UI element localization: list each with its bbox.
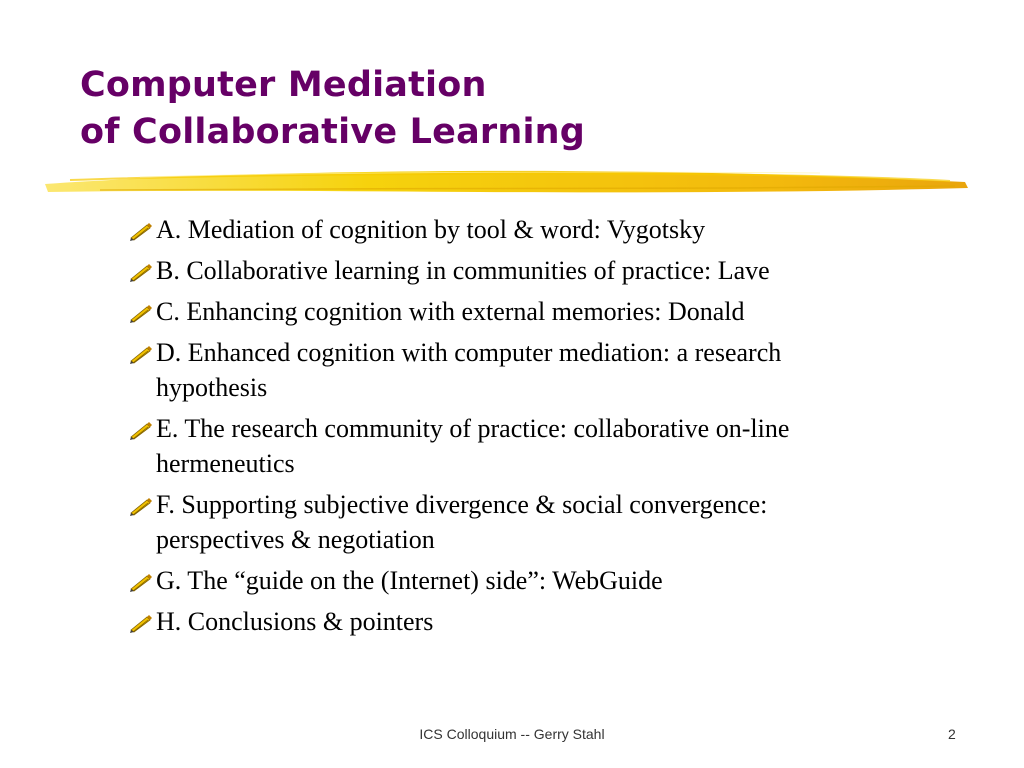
list-item (128, 212, 888, 247)
pencil-icon (128, 261, 154, 283)
bullet-text: E. The research community of practice: collaborative on-line hermeneutics (156, 414, 790, 478)
pencil-icon (128, 495, 154, 517)
pencil-icon (128, 612, 154, 634)
pencil-icon (128, 220, 154, 242)
list-item (128, 563, 888, 598)
bullet-text: C. Enhancing cognition with external memories: Donald (156, 297, 745, 326)
slide-title-line-2: of Collaborative Learning (80, 112, 586, 152)
pencil-icon (128, 571, 154, 593)
page-number: 2 (948, 726, 956, 742)
footer-text: ICS Colloquium -- Gerry Stahl (419, 726, 605, 742)
title-underline-brushstroke (40, 162, 970, 202)
list-item (128, 294, 888, 329)
list-item (128, 253, 888, 288)
list-item (128, 335, 888, 405)
bullet-text: F. Supporting subjective divergence & social convergence: perspectives & negotiation (156, 490, 768, 554)
slide-title (80, 62, 585, 156)
bullet-list (128, 212, 888, 645)
pencil-icon (128, 343, 154, 365)
bullet-text: B. Collaborative learning in communities of practice: Lave (156, 256, 770, 285)
list-item (128, 604, 888, 639)
pencil-icon (128, 419, 154, 441)
bullet-text: H. Conclusions & pointers (156, 607, 434, 636)
bullet-text: D. Enhanced cognition with computer mediation: a research hypothesis (156, 338, 782, 402)
bullet-text: A. Mediation of cognition by tool & word: Vygotsky (156, 215, 706, 244)
list-item (128, 487, 888, 557)
bullet-text: G. The “guide on the (Internet) side”: WebGuide (156, 566, 663, 595)
list-item (128, 411, 888, 481)
pencil-icon (128, 302, 154, 324)
slide-title-line-1: Computer Mediation (80, 65, 487, 105)
